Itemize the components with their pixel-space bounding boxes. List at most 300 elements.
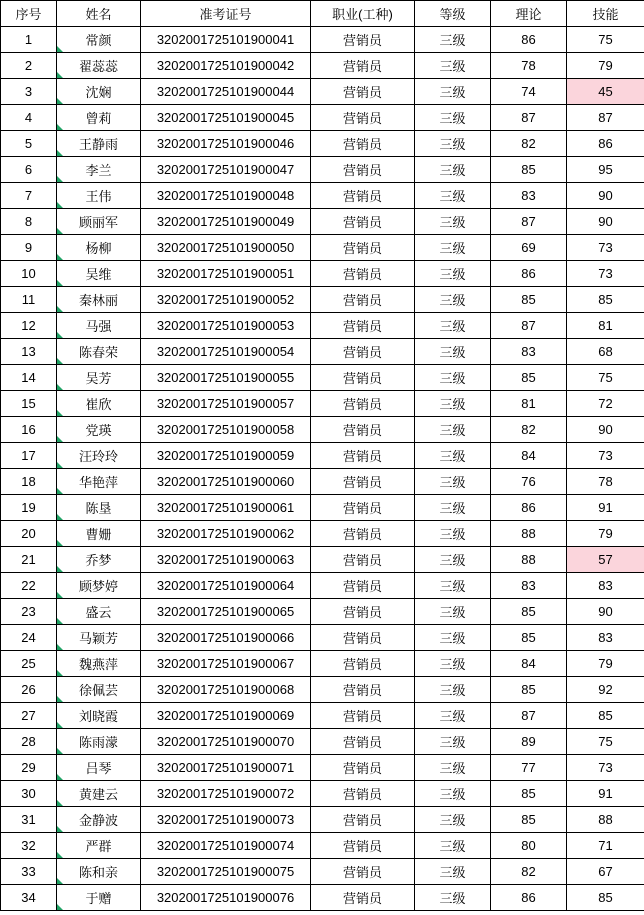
cell-index: 33	[1, 859, 57, 885]
cell-ticket-number: 3202001725101900050	[141, 235, 311, 261]
table-row	[1, 391, 644, 417]
cell-index: 3	[1, 79, 57, 105]
cell-name: 黄建云	[57, 781, 141, 807]
cell-ticket-number: 3202001725101900042	[141, 53, 311, 79]
cell-job: 营销员	[311, 261, 415, 287]
cell-ticket-number: 3202001725101900076	[141, 885, 311, 911]
cell-ticket-number: 3202001725101900060	[141, 469, 311, 495]
cell-skill-score: 67	[567, 859, 644, 885]
table-row	[1, 859, 644, 885]
cell-name: 陈和亲	[57, 859, 141, 885]
cell-skill-score: 85	[567, 287, 644, 313]
cell-ticket-number: 3202001725101900070	[141, 729, 311, 755]
cell-name: 杨柳	[57, 235, 141, 261]
cell-ticket-number: 3202001725101900062	[141, 521, 311, 547]
cell-level: 三级	[415, 859, 491, 885]
cell-name: 金静波	[57, 807, 141, 833]
cell-comment-marker-icon	[57, 514, 63, 520]
cell-name: 陈春荣	[57, 339, 141, 365]
cell-index: 16	[1, 417, 57, 443]
cell-job: 营销员	[311, 391, 415, 417]
cell-skill-score: 79	[567, 651, 644, 677]
cell-job: 营销员	[311, 781, 415, 807]
cell-name: 魏燕萍	[57, 651, 141, 677]
table-row	[1, 729, 644, 755]
cell-name: 顾梦婷	[57, 573, 141, 599]
cell-level: 三级	[415, 443, 491, 469]
cell-index: 20	[1, 521, 57, 547]
cell-name: 翟蕊蕊	[57, 53, 141, 79]
cell-skill-score: 73	[567, 235, 644, 261]
cell-level: 三级	[415, 183, 491, 209]
table-row	[1, 521, 644, 547]
cell-ticket-number: 3202001725101900059	[141, 443, 311, 469]
table-row	[1, 807, 644, 833]
cell-skill-score: 92	[567, 677, 644, 703]
cell-comment-marker-icon	[57, 358, 63, 364]
cell-theory-score: 78	[491, 53, 567, 79]
cell-ticket-number: 3202001725101900044	[141, 79, 311, 105]
cell-ticket-number: 3202001725101900068	[141, 677, 311, 703]
cell-index: 11	[1, 287, 57, 313]
cell-theory-score: 87	[491, 703, 567, 729]
cell-comment-marker-icon	[57, 800, 63, 806]
cell-job: 营销员	[311, 53, 415, 79]
cell-job: 营销员	[311, 365, 415, 391]
cell-level: 三级	[415, 27, 491, 53]
cell-level: 三级	[415, 79, 491, 105]
cell-index: 15	[1, 391, 57, 417]
cell-name: 王伟	[57, 183, 141, 209]
cell-job: 营销员	[311, 573, 415, 599]
cell-job: 营销员	[311, 27, 415, 53]
cell-level: 三级	[415, 287, 491, 313]
cell-job: 营销员	[311, 79, 415, 105]
cell-job: 营销员	[311, 235, 415, 261]
cell-theory-score: 77	[491, 755, 567, 781]
cell-theory-score: 85	[491, 599, 567, 625]
cell-theory-score: 88	[491, 521, 567, 547]
cell-theory-score: 87	[491, 313, 567, 339]
cell-theory-score: 82	[491, 859, 567, 885]
cell-job: 营销员	[311, 209, 415, 235]
cell-index: 28	[1, 729, 57, 755]
cell-job: 营销员	[311, 651, 415, 677]
cell-ticket-number: 3202001725101900074	[141, 833, 311, 859]
table-row	[1, 833, 644, 859]
table-row	[1, 547, 644, 573]
cell-job: 营销员	[311, 443, 415, 469]
cell-name: 汪玲玲	[57, 443, 141, 469]
cell-comment-marker-icon	[57, 592, 63, 598]
cell-comment-marker-icon	[57, 306, 63, 312]
table-row	[1, 261, 644, 287]
cell-skill-score: 90	[567, 183, 644, 209]
cell-theory-score: 84	[491, 443, 567, 469]
cell-level: 三级	[415, 833, 491, 859]
cell-job: 营销员	[311, 105, 415, 131]
cell-level: 三级	[415, 599, 491, 625]
cell-job: 营销员	[311, 677, 415, 703]
cell-index: 17	[1, 443, 57, 469]
cell-level: 三级	[415, 547, 491, 573]
cell-level: 三级	[415, 157, 491, 183]
cell-level: 三级	[415, 807, 491, 833]
cell-skill-score: 95	[567, 157, 644, 183]
cell-ticket-number: 3202001725101900051	[141, 261, 311, 287]
cell-comment-marker-icon	[57, 696, 63, 702]
cell-theory-score: 86	[491, 261, 567, 287]
cell-theory-score: 85	[491, 157, 567, 183]
cell-ticket-number: 3202001725101900064	[141, 573, 311, 599]
cell-job: 营销员	[311, 183, 415, 209]
cell-theory-score: 86	[491, 27, 567, 53]
cell-skill-score: 86	[567, 131, 644, 157]
cell-comment-marker-icon	[57, 462, 63, 468]
cell-skill-score: 45	[567, 79, 644, 105]
cell-theory-score: 89	[491, 729, 567, 755]
cell-job: 营销员	[311, 885, 415, 911]
cell-job: 营销员	[311, 131, 415, 157]
cell-index: 19	[1, 495, 57, 521]
table-row	[1, 651, 644, 677]
cell-theory-score: 86	[491, 885, 567, 911]
cell-skill-score: 75	[567, 27, 644, 53]
cell-skill-score: 75	[567, 365, 644, 391]
cell-ticket-number: 3202001725101900041	[141, 27, 311, 53]
column-header-theory: 理论	[491, 1, 567, 27]
cell-theory-score: 83	[491, 573, 567, 599]
cell-skill-score: 75	[567, 729, 644, 755]
cell-name: 吴芳	[57, 365, 141, 391]
table-row	[1, 703, 644, 729]
cell-name: 华艳萍	[57, 469, 141, 495]
column-header-job: 职业(工种)	[311, 1, 415, 27]
cell-name: 陈雨濛	[57, 729, 141, 755]
cell-theory-score: 83	[491, 339, 567, 365]
cell-job: 营销员	[311, 339, 415, 365]
cell-ticket-number: 3202001725101900045	[141, 105, 311, 131]
cell-theory-score: 86	[491, 495, 567, 521]
table-row	[1, 495, 644, 521]
cell-comment-marker-icon	[57, 488, 63, 494]
cell-index: 10	[1, 261, 57, 287]
cell-name: 李兰	[57, 157, 141, 183]
cell-theory-score: 69	[491, 235, 567, 261]
cell-index: 6	[1, 157, 57, 183]
table-row	[1, 209, 644, 235]
cell-ticket-number: 3202001725101900075	[141, 859, 311, 885]
column-header-index: 序号	[1, 1, 57, 27]
table-row	[1, 417, 644, 443]
cell-index: 21	[1, 547, 57, 573]
cell-theory-score: 85	[491, 365, 567, 391]
cell-theory-score: 87	[491, 209, 567, 235]
cell-theory-score: 74	[491, 79, 567, 105]
cell-level: 三级	[415, 209, 491, 235]
cell-comment-marker-icon	[57, 72, 63, 78]
cell-theory-score: 87	[491, 105, 567, 131]
table-row	[1, 339, 644, 365]
cell-ticket-number: 3202001725101900053	[141, 313, 311, 339]
cell-level: 三级	[415, 781, 491, 807]
table-row	[1, 625, 644, 651]
cell-job: 营销员	[311, 547, 415, 573]
cell-level: 三级	[415, 417, 491, 443]
cell-skill-score: 90	[567, 417, 644, 443]
cell-ticket-number: 3202001725101900072	[141, 781, 311, 807]
cell-job: 营销员	[311, 703, 415, 729]
cell-index: 30	[1, 781, 57, 807]
cell-comment-marker-icon	[57, 618, 63, 624]
cell-level: 三级	[415, 729, 491, 755]
cell-name: 刘晓霞	[57, 703, 141, 729]
cell-skill-score: 83	[567, 573, 644, 599]
cell-level: 三级	[415, 573, 491, 599]
cell-level: 三级	[415, 521, 491, 547]
cell-index: 1	[1, 27, 57, 53]
cell-job: 营销员	[311, 859, 415, 885]
cell-theory-score: 85	[491, 781, 567, 807]
cell-index: 18	[1, 469, 57, 495]
cell-job: 营销员	[311, 625, 415, 651]
cell-index: 34	[1, 885, 57, 911]
cell-index: 25	[1, 651, 57, 677]
cell-index: 32	[1, 833, 57, 859]
cell-theory-score: 85	[491, 625, 567, 651]
cell-ticket-number: 3202001725101900057	[141, 391, 311, 417]
cell-skill-score: 83	[567, 625, 644, 651]
cell-comment-marker-icon	[57, 410, 63, 416]
cell-skill-score: 91	[567, 495, 644, 521]
cell-name: 崔欣	[57, 391, 141, 417]
cell-ticket-number: 3202001725101900063	[141, 547, 311, 573]
cell-job: 营销员	[311, 417, 415, 443]
cell-level: 三级	[415, 105, 491, 131]
cell-index: 9	[1, 235, 57, 261]
cell-ticket-number: 3202001725101900067	[141, 651, 311, 677]
column-header-skill: 技能	[567, 1, 644, 27]
table-header	[1, 1, 644, 27]
cell-level: 三级	[415, 313, 491, 339]
cell-skill-score: 57	[567, 547, 644, 573]
cell-ticket-number: 3202001725101900071	[141, 755, 311, 781]
cell-name: 吴维	[57, 261, 141, 287]
cell-name: 顾丽军	[57, 209, 141, 235]
cell-comment-marker-icon	[57, 332, 63, 338]
cell-job: 营销员	[311, 469, 415, 495]
cell-job: 营销员	[311, 287, 415, 313]
cell-comment-marker-icon	[57, 566, 63, 572]
cell-index: 14	[1, 365, 57, 391]
table-row	[1, 313, 644, 339]
cell-name: 曾莉	[57, 105, 141, 131]
cell-index: 31	[1, 807, 57, 833]
cell-name: 曹姗	[57, 521, 141, 547]
cell-theory-score: 83	[491, 183, 567, 209]
cell-theory-score: 88	[491, 547, 567, 573]
cell-comment-marker-icon	[57, 150, 63, 156]
cell-index: 8	[1, 209, 57, 235]
cell-ticket-number: 3202001725101900066	[141, 625, 311, 651]
cell-level: 三级	[415, 625, 491, 651]
cell-ticket-number: 3202001725101900049	[141, 209, 311, 235]
table-row	[1, 183, 644, 209]
cell-name: 盛云	[57, 599, 141, 625]
table-row	[1, 469, 644, 495]
cell-name: 陈垦	[57, 495, 141, 521]
table-row	[1, 443, 644, 469]
cell-comment-marker-icon	[57, 202, 63, 208]
cell-level: 三级	[415, 651, 491, 677]
cell-comment-marker-icon	[57, 644, 63, 650]
cell-theory-score: 76	[491, 469, 567, 495]
cell-skill-score: 85	[567, 703, 644, 729]
cell-skill-score: 78	[567, 469, 644, 495]
table-body	[1, 27, 644, 911]
cell-theory-score: 85	[491, 677, 567, 703]
cell-level: 三级	[415, 469, 491, 495]
cell-skill-score: 73	[567, 261, 644, 287]
cell-ticket-number: 3202001725101900058	[141, 417, 311, 443]
cell-name: 党瑛	[57, 417, 141, 443]
cell-skill-score: 90	[567, 599, 644, 625]
cell-index: 5	[1, 131, 57, 157]
cell-name: 王静雨	[57, 131, 141, 157]
cell-ticket-number: 3202001725101900054	[141, 339, 311, 365]
cell-ticket-number: 3202001725101900047	[141, 157, 311, 183]
cell-skill-score: 79	[567, 521, 644, 547]
cell-level: 三级	[415, 703, 491, 729]
cell-job: 营销员	[311, 755, 415, 781]
table-row	[1, 105, 644, 131]
cell-index: 22	[1, 573, 57, 599]
cell-index: 24	[1, 625, 57, 651]
cell-skill-score: 72	[567, 391, 644, 417]
cell-theory-score: 80	[491, 833, 567, 859]
cell-comment-marker-icon	[57, 904, 63, 910]
cell-level: 三级	[415, 495, 491, 521]
cell-name: 徐佩芸	[57, 677, 141, 703]
table-row	[1, 365, 644, 391]
cell-skill-score: 79	[567, 53, 644, 79]
cell-skill-score: 87	[567, 105, 644, 131]
cell-skill-score: 73	[567, 443, 644, 469]
cell-name: 常颜	[57, 27, 141, 53]
table-row	[1, 677, 644, 703]
cell-comment-marker-icon	[57, 774, 63, 780]
cell-skill-score: 91	[567, 781, 644, 807]
cell-comment-marker-icon	[57, 176, 63, 182]
cell-level: 三级	[415, 885, 491, 911]
table-row	[1, 287, 644, 313]
cell-ticket-number: 3202001725101900046	[141, 131, 311, 157]
cell-job: 营销员	[311, 313, 415, 339]
cell-skill-score: 85	[567, 885, 644, 911]
cell-name: 马强	[57, 313, 141, 339]
cell-name: 沈娴	[57, 79, 141, 105]
cell-comment-marker-icon	[57, 228, 63, 234]
table-row	[1, 53, 644, 79]
cell-level: 三级	[415, 235, 491, 261]
cell-comment-marker-icon	[57, 540, 63, 546]
cell-level: 三级	[415, 391, 491, 417]
column-header-level: 等级	[415, 1, 491, 27]
cell-ticket-number: 3202001725101900073	[141, 807, 311, 833]
cell-theory-score: 82	[491, 417, 567, 443]
cell-index: 13	[1, 339, 57, 365]
cell-index: 23	[1, 599, 57, 625]
cell-index: 4	[1, 105, 57, 131]
cell-theory-score: 81	[491, 391, 567, 417]
cell-job: 营销员	[311, 521, 415, 547]
cell-theory-score: 82	[491, 131, 567, 157]
column-header-ticket: 准考证号	[141, 1, 311, 27]
table-row	[1, 781, 644, 807]
cell-theory-score: 85	[491, 807, 567, 833]
cell-level: 三级	[415, 755, 491, 781]
cell-job: 营销员	[311, 807, 415, 833]
cell-comment-marker-icon	[57, 436, 63, 442]
cell-level: 三级	[415, 131, 491, 157]
table-row	[1, 599, 644, 625]
header-row	[1, 1, 644, 27]
cell-comment-marker-icon	[57, 280, 63, 286]
cell-comment-marker-icon	[57, 852, 63, 858]
cell-index: 26	[1, 677, 57, 703]
cell-level: 三级	[415, 365, 491, 391]
cell-level: 三级	[415, 53, 491, 79]
cell-comment-marker-icon	[57, 748, 63, 754]
cell-comment-marker-icon	[57, 670, 63, 676]
cell-ticket-number: 3202001725101900048	[141, 183, 311, 209]
table-row	[1, 27, 644, 53]
cell-skill-score: 88	[567, 807, 644, 833]
cell-skill-score: 81	[567, 313, 644, 339]
cell-comment-marker-icon	[57, 124, 63, 130]
cell-index: 2	[1, 53, 57, 79]
cell-job: 营销员	[311, 495, 415, 521]
cell-index: 12	[1, 313, 57, 339]
cell-ticket-number: 3202001725101900055	[141, 365, 311, 391]
cell-comment-marker-icon	[57, 826, 63, 832]
cell-skill-score: 73	[567, 755, 644, 781]
cell-skill-score: 68	[567, 339, 644, 365]
table-row	[1, 885, 644, 911]
cell-ticket-number: 3202001725101900052	[141, 287, 311, 313]
cell-index: 29	[1, 755, 57, 781]
cell-name: 严群	[57, 833, 141, 859]
cell-ticket-number: 3202001725101900061	[141, 495, 311, 521]
cell-name: 于赠	[57, 885, 141, 911]
cell-name: 马颖芳	[57, 625, 141, 651]
cell-index: 27	[1, 703, 57, 729]
cell-comment-marker-icon	[57, 98, 63, 104]
table-row	[1, 573, 644, 599]
cell-theory-score: 84	[491, 651, 567, 677]
table-row	[1, 755, 644, 781]
cell-skill-score: 71	[567, 833, 644, 859]
cell-index: 7	[1, 183, 57, 209]
cell-level: 三级	[415, 677, 491, 703]
cell-skill-score: 90	[567, 209, 644, 235]
cell-comment-marker-icon	[57, 722, 63, 728]
cell-level: 三级	[415, 339, 491, 365]
cell-name: 吕琴	[57, 755, 141, 781]
table-row	[1, 131, 644, 157]
cell-name: 乔梦	[57, 547, 141, 573]
table-row	[1, 235, 644, 261]
